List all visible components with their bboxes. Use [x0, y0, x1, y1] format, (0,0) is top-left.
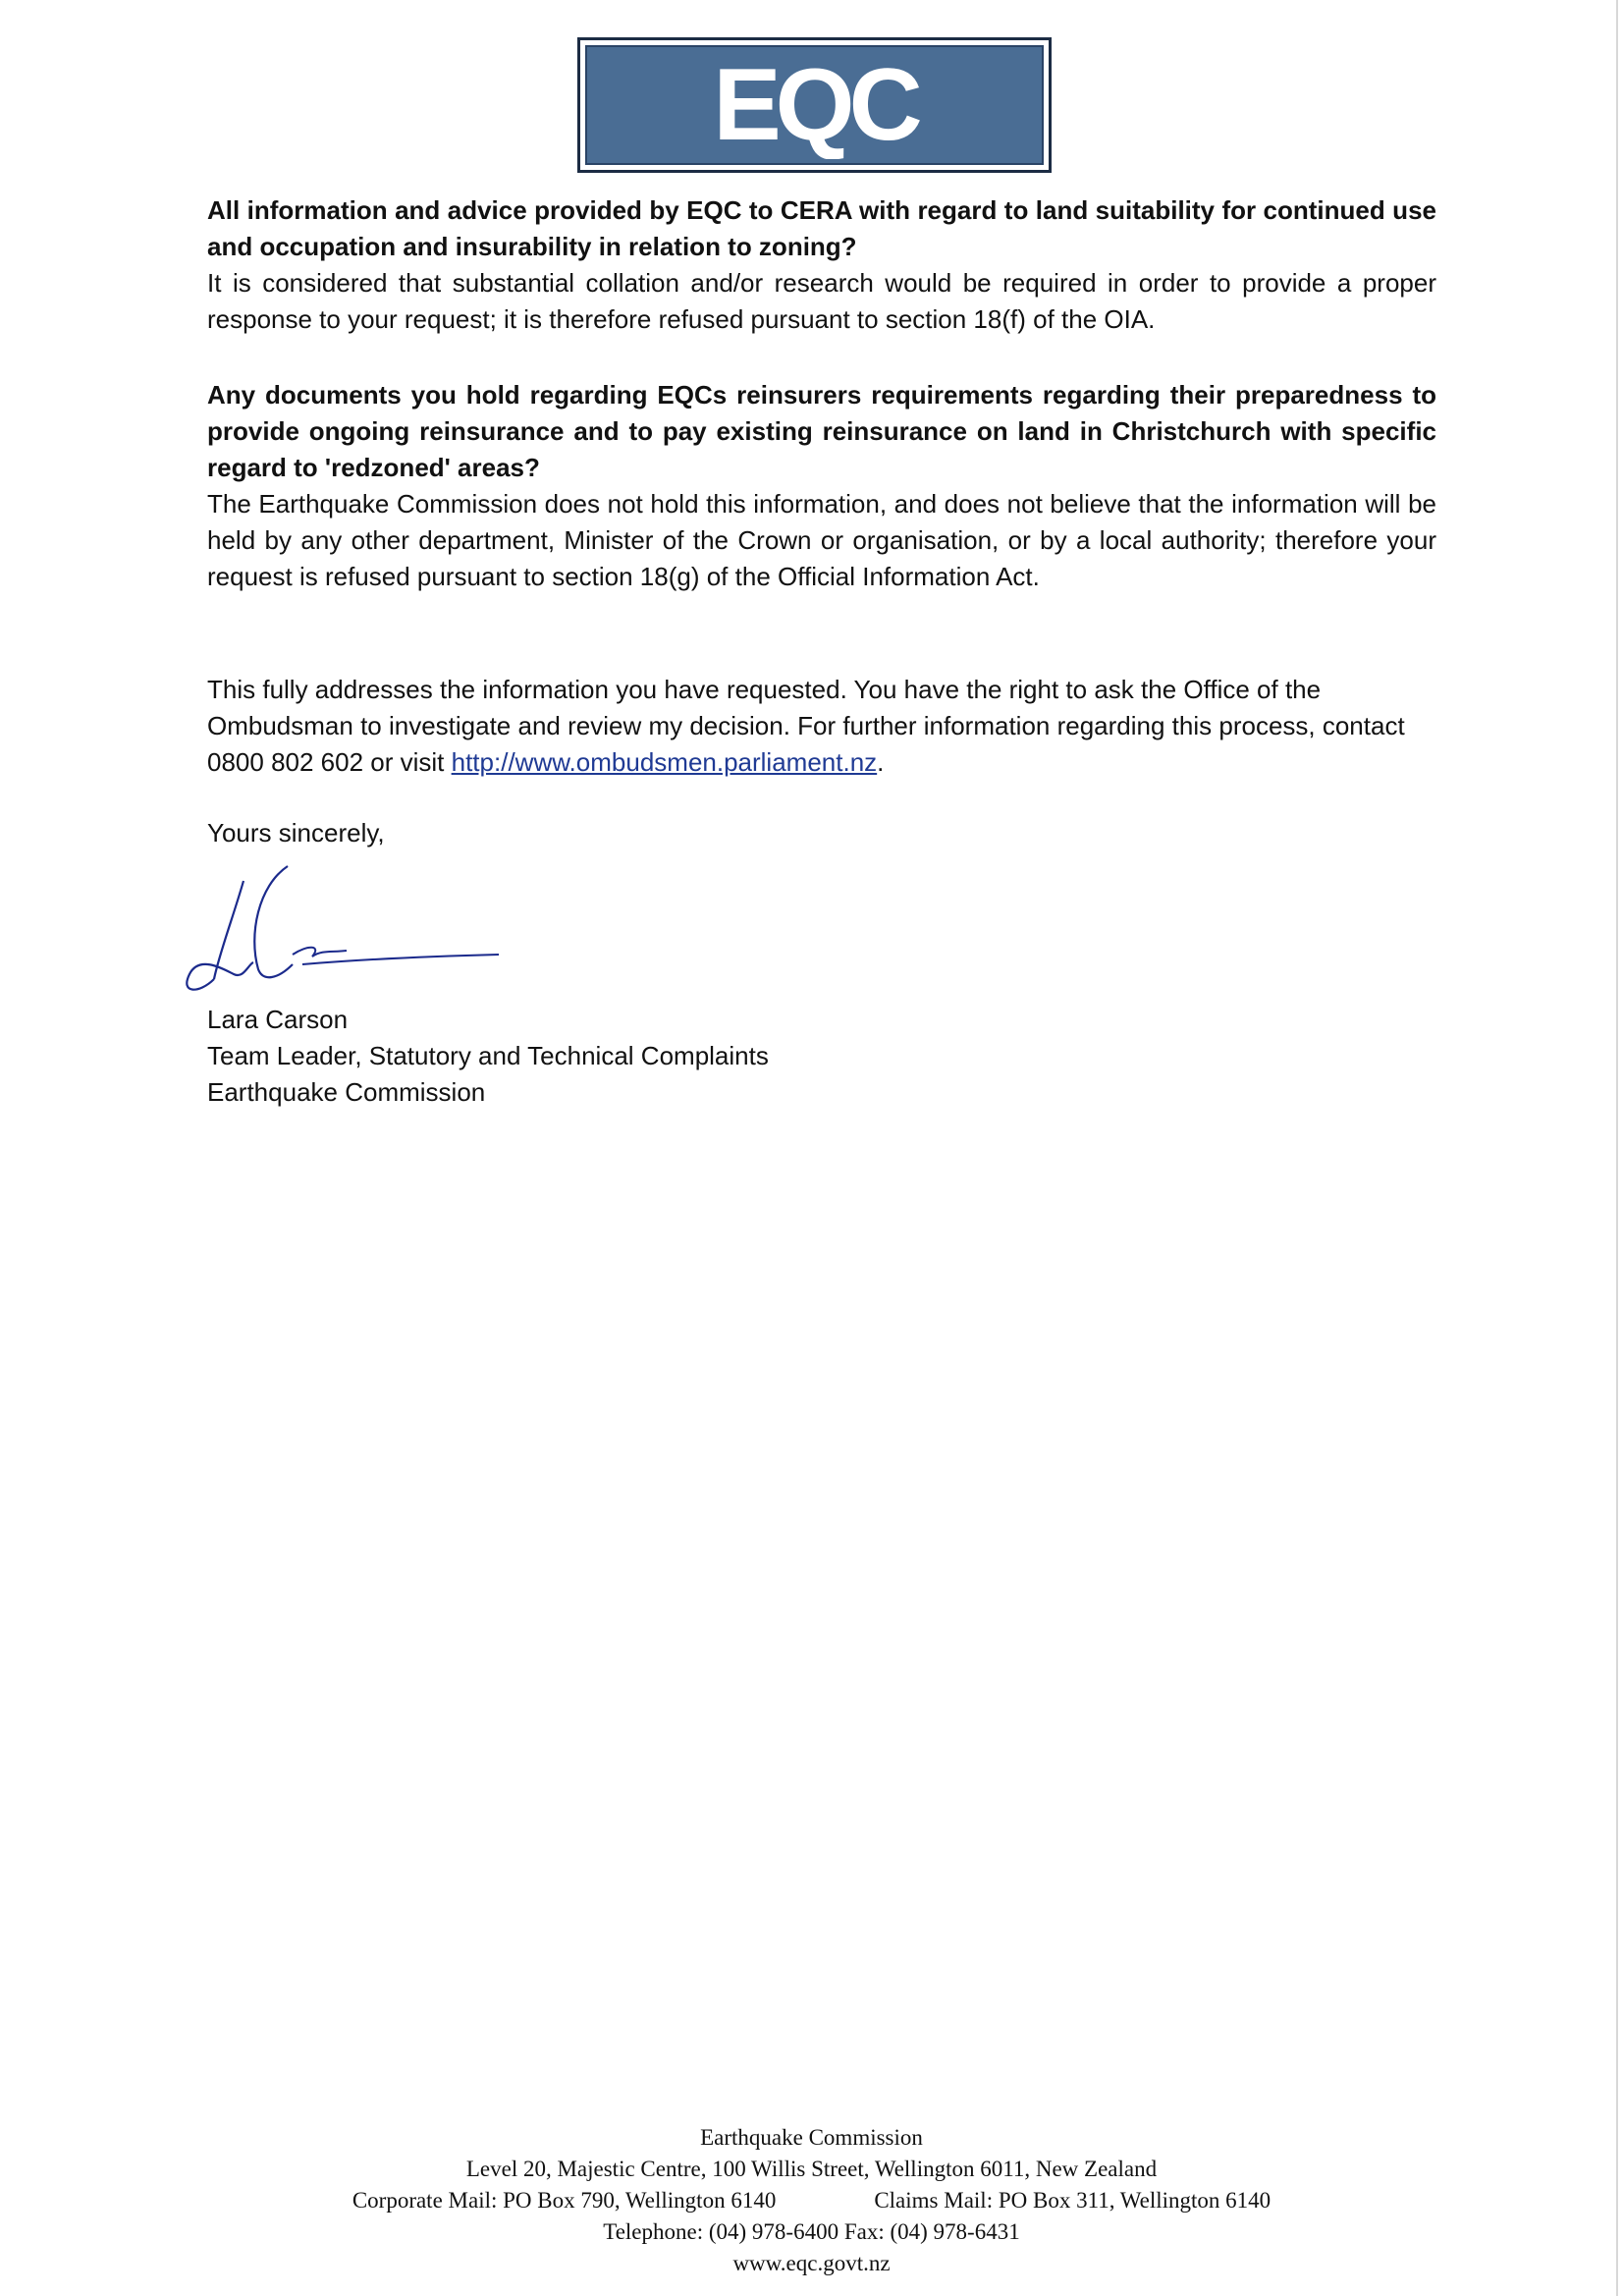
sign-off: Yours sincerely,	[207, 818, 385, 847]
eqc-logo-panel	[585, 45, 1044, 165]
footer-corporate-mail: Corporate Mail: PO Box 790, Wellington 6140	[352, 2188, 777, 2213]
footer-claims-mail: Claims Mail: PO Box 311, Wellington 6140	[874, 2188, 1271, 2213]
svg-text:EQC: EQC	[712, 51, 917, 159]
eqc-logo	[577, 37, 1052, 173]
answer-text: It is considered that substantial collation and/or research would be required in order to provide a proper response to your request; it is therefore refused pursuant to section 18(f) of the OIA.	[207, 268, 1436, 334]
footer-mail-line	[0, 2185, 1623, 2216]
signer-name: Lara Carson	[207, 1005, 349, 1034]
closing-period: .	[877, 747, 885, 777]
closing-text	[207, 672, 1436, 781]
signer-block	[207, 1002, 769, 1111]
signer-title: Team Leader, Statutory and Technical Complaints	[207, 1041, 769, 1070]
footer-address: Level 20, Majestic Centre, 100 Willis Street, Wellington 6011, New Zealand	[465, 2157, 1158, 2181]
footer-telephone: Telephone: (04) 978-6400 Fax: (04) 978-6431	[603, 2219, 1020, 2244]
section-reinsurers	[207, 377, 1436, 595]
eqc-logo-lettering	[668, 51, 962, 159]
closing-paragraph	[207, 672, 1436, 781]
footer-website: www.eqc.govt.nz	[732, 2251, 891, 2275]
handwritten-signature	[175, 847, 509, 1004]
footer-org: Earthquake Commission	[700, 2125, 923, 2150]
section-land-suitability	[207, 192, 1436, 338]
answer-text: The Earthquake Commission does not hold this information, and does not believe that the information will be held by any other department, Minister of the Crown or organisation, or by a local authority; therefore your request is refused pursuant to section 18(g) of the Official Information Act.	[207, 489, 1436, 591]
question-text: All information and advice provided by EQC to CERA with regard to land suitability for continued use and occupation and insurability in relation to zoning?	[207, 195, 1436, 261]
signer-organisation: Earthquake Commission	[207, 1077, 486, 1107]
letterhead-footer	[0, 2122, 1623, 2279]
scan-edge	[1616, 0, 1618, 2296]
question-text: Any documents you hold regarding EQCs reinsurers requirements regarding their preparedness to provide ongoing reinsurance and to pay existing reinsurance on land in Christchurch with specific regard to 'redzoned' areas?	[207, 380, 1436, 482]
ombudsman-link[interactable]: http://www.ombudsmen.parliament.nz	[451, 747, 878, 777]
closing-body: This fully addresses the information you have requested. You have the right to ask the Office of the Ombudsman to investigate and review my decision. For further information regarding this process, contact 0800 802 602 or visit	[207, 675, 1405, 777]
